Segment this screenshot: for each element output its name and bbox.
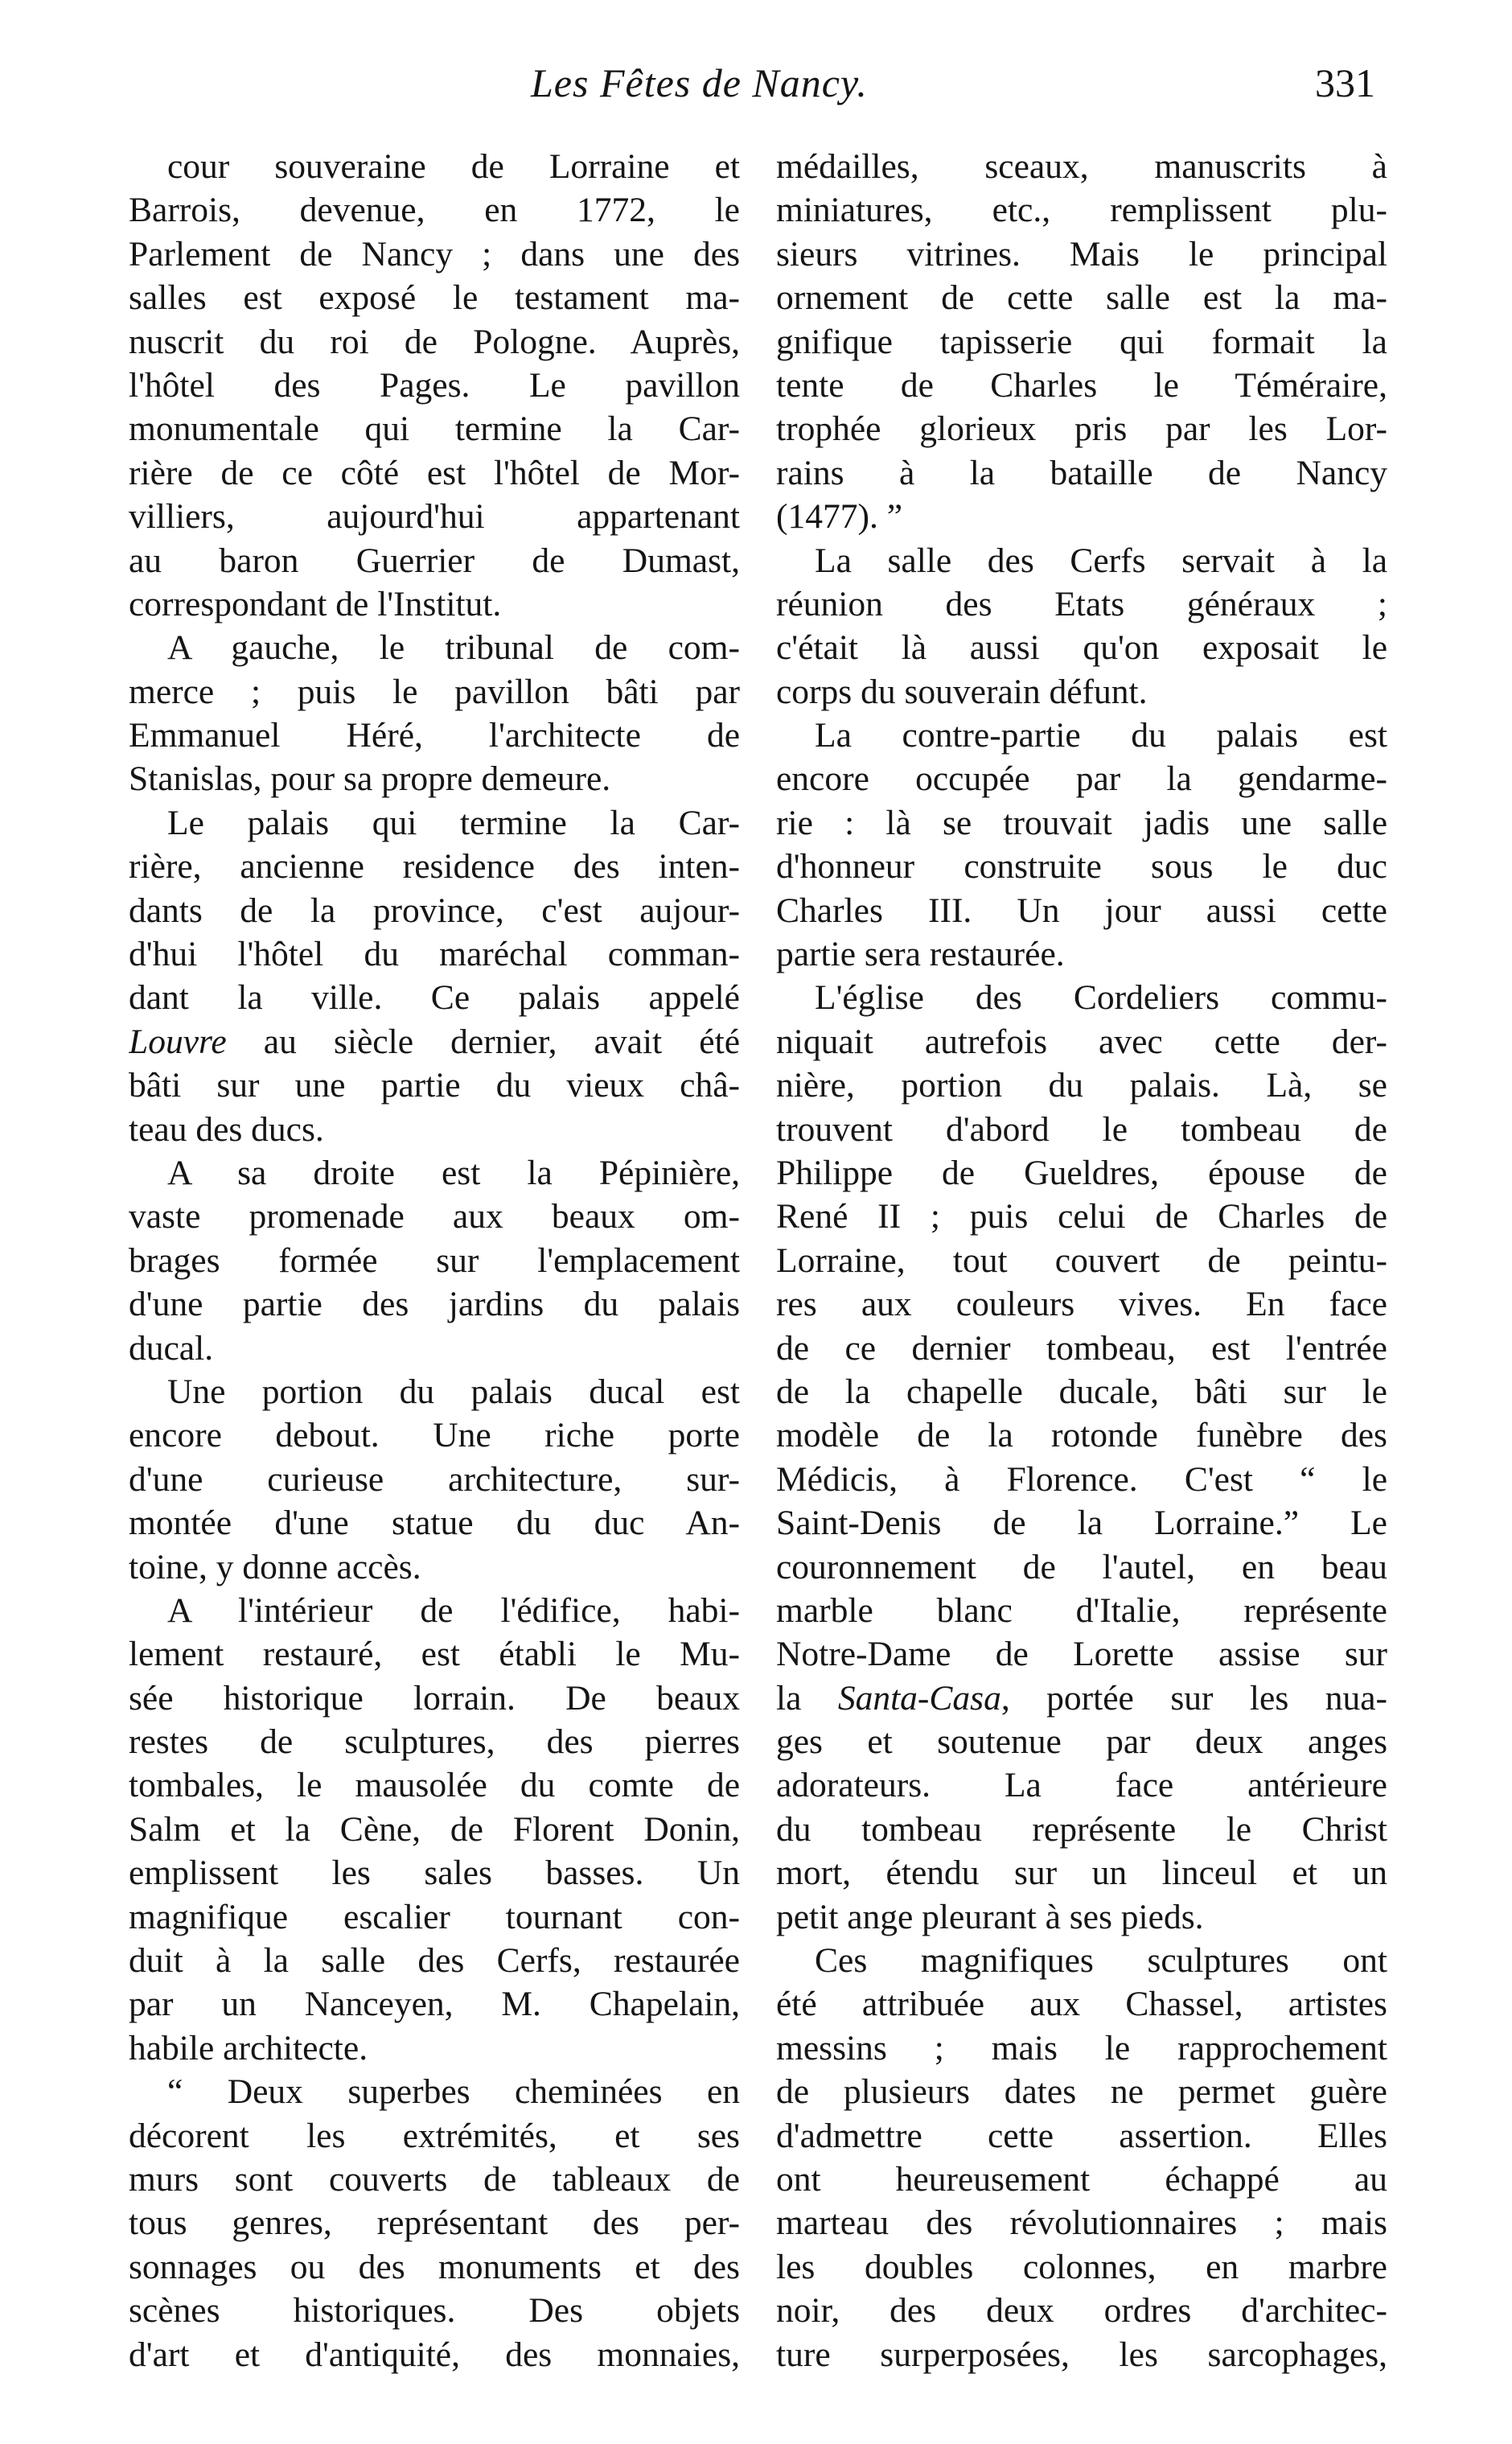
text-line: adorateurs. La face antérieure xyxy=(776,1766,1387,1805)
text-line: trophée glorieux pris par les Lor- xyxy=(776,409,1387,449)
text-line: d'admettre cette assertion. Elles xyxy=(776,2116,1387,2155)
text-line: ducal. xyxy=(129,1328,214,1368)
text-line: ont heureusement échappé au xyxy=(776,2159,1387,2199)
text-line: Notre-Dame de Lorette assise sur xyxy=(776,1635,1387,1674)
text-line: les doubles colonnes, en marbre xyxy=(776,2247,1387,2286)
text-line: ture surperposées, les sarcophages, xyxy=(776,2335,1387,2374)
text-line: Parlement de Nancy ; dans une des xyxy=(129,234,740,274)
text-line: salles est exposé le testament ma- xyxy=(129,278,740,318)
text-line: messins ; mais le rapprochement xyxy=(776,2028,1387,2068)
text-line: L'église des Cordeliers commu- xyxy=(815,978,1387,1018)
text-line: dant la ville. Ce palais appelé xyxy=(129,978,740,1018)
text-line: Le palais qui termine la Car- xyxy=(167,803,740,842)
text-line: brages formée sur l'emplacement xyxy=(129,1241,740,1280)
text-line: la Santa-Casa, portée sur les nua- xyxy=(776,1678,1387,1718)
text-line: Louvre au siècle dernier, avait été xyxy=(129,1022,740,1061)
text-line: d'une curieuse architecture, sur- xyxy=(129,1459,740,1499)
text-line: médailles, sceaux, manuscrits à xyxy=(776,147,1387,186)
paragraph xyxy=(776,714,1387,976)
text-line: corps du souverain défunt. xyxy=(776,672,1148,711)
text-line: ornement de cette salle est la ma- xyxy=(776,278,1387,318)
text-line: Barrois, devenue, en 1772, le xyxy=(129,191,740,230)
text-line: l'hôtel des Pages. Le pavillon xyxy=(129,365,740,405)
running-head-title: Les Fêtes de Nancy. xyxy=(531,60,868,105)
text-line: res aux couleurs vives. En face xyxy=(776,1285,1387,1324)
text-line: scènes historiques. Des objets xyxy=(129,2291,740,2331)
text-line: Stanislas, pour sa propre demeure. xyxy=(129,759,611,799)
text-line: teau des ducs. xyxy=(129,1109,324,1149)
text-line: montée d'une statue du duc An- xyxy=(129,1504,740,1543)
text-line: d'honneur construite sous le duc xyxy=(776,847,1387,887)
paragraph xyxy=(129,1589,740,2070)
text-column-left xyxy=(129,145,740,2397)
paragraph xyxy=(776,539,1387,714)
text-line: restes de sculptures, des pierres xyxy=(129,1722,740,1762)
text-line: Saint-Denis de la Lorraine.” Le xyxy=(776,1504,1387,1543)
text-line: Lorraine, tout couvert de peintu- xyxy=(776,1241,1387,1280)
text-line: A sa droite est la Pépinière, xyxy=(167,1153,740,1192)
text-line: encore occupée par la gendarme- xyxy=(776,759,1387,799)
paragraph xyxy=(129,1370,740,1589)
paragraph xyxy=(776,1939,1387,2376)
text-line: au baron Guerrier de Dumast, xyxy=(129,541,740,580)
text-line: été attribuée aux Chassel, artistes xyxy=(776,1985,1387,2024)
text-line: marble blanc d'Italie, représente xyxy=(776,1590,1387,1630)
text-line: La contre-partie du palais est xyxy=(815,716,1387,755)
text-line: d'art et d'antiquité, des monnaies, xyxy=(129,2335,740,2374)
text-column-right xyxy=(776,145,1387,2397)
text-line: miniatures, etc., remplissent plu- xyxy=(776,191,1387,230)
text-line: sée historique lorrain. De beaux xyxy=(129,1678,740,1718)
text-line: par un Nanceyen, M. Chapelain, xyxy=(129,1985,740,2024)
text-line: du tombeau représente le Christ xyxy=(776,1809,1387,1849)
text-line: habile architecte. xyxy=(129,2028,368,2068)
text-line: gnifique tapisserie qui formait la xyxy=(776,322,1387,361)
text-line: d'hui l'hôtel du maréchal comman- xyxy=(129,935,740,974)
text-line: rie : là se trouvait jadis une salle xyxy=(776,803,1387,842)
paragraph xyxy=(129,1151,740,1370)
text-line: emplissent les sales basses. Un xyxy=(129,1854,740,1893)
text-line: rière, ancienne residence des inten- xyxy=(129,847,740,887)
text-line: bâti sur une partie du vieux châ- xyxy=(129,1066,740,1105)
text-line: partie sera restaurée. xyxy=(776,935,1065,974)
paragraph xyxy=(776,145,1387,539)
text-line: rière de ce côté est l'hôtel de Mor- xyxy=(129,453,740,492)
text-line: de ce dernier tombeau, est l'entrée xyxy=(776,1328,1387,1368)
text-line: correspondant de l'Institut. xyxy=(129,584,502,623)
text-line: ges et soutenue par deux anges xyxy=(776,1722,1387,1762)
text-line: nière, portion du palais. Là, se xyxy=(776,1066,1387,1105)
paragraph xyxy=(129,801,740,1151)
text-line: “ Deux superbes cheminées en xyxy=(167,2072,740,2112)
text-line: Médicis, à Florence. C'est “ le xyxy=(776,1459,1387,1499)
text-line: La salle des Cerfs servait à la xyxy=(815,541,1387,580)
running-head xyxy=(121,60,1375,124)
text-line: merce ; puis le pavillon bâti par xyxy=(129,672,740,711)
text-line: Salm et la Cène, de Florent Donin, xyxy=(129,1809,740,1849)
text-line: (1477). ” xyxy=(776,497,903,537)
text-line: décorent les extrémités, et ses xyxy=(129,2116,740,2155)
text-line: vaste promenade aux beaux om- xyxy=(129,1197,740,1236)
text-line: monumentale qui termine la Car- xyxy=(129,409,740,449)
text-line: Philippe de Gueldres, épouse de xyxy=(776,1153,1387,1192)
text-line: René II ; puis celui de Charles de xyxy=(776,1197,1387,1236)
text-line: c'était là aussi qu'on exposait le xyxy=(776,628,1387,668)
text-line: lement restauré, est établi le Mu- xyxy=(129,1635,740,1674)
paragraph xyxy=(129,145,740,626)
text-line: rains à la bataille de Nancy xyxy=(776,453,1387,492)
text-line: A l'intérieur de l'édifice, habi- xyxy=(167,1590,740,1630)
text-line: tente de Charles le Téméraire, xyxy=(776,365,1387,405)
text-line: niquait autrefois avec cette der- xyxy=(776,1022,1387,1061)
text-line: duit à la salle des Cerfs, restaurée xyxy=(129,1941,740,1981)
text-line: tous genres, représentant des per- xyxy=(129,2203,740,2243)
text-line: Une portion du palais ducal est xyxy=(167,1372,740,1411)
paragraph xyxy=(776,976,1387,1939)
text-line: dants de la province, c'est aujour- xyxy=(129,891,740,930)
paragraph xyxy=(129,2070,740,2376)
text-line: nuscrit du roi de Pologne. Auprès, xyxy=(129,322,740,361)
text-line: A gauche, le tribunal de com- xyxy=(167,628,740,668)
text-line: murs sont couverts de tableaux de xyxy=(129,2159,740,2199)
text-line: sieurs vitrines. Mais le principal xyxy=(776,234,1387,274)
text-line: modèle de la rotonde funèbre des xyxy=(776,1416,1387,1455)
text-line: marteau des révolutionnaires ; mais xyxy=(776,2203,1387,2243)
page-number: 331 xyxy=(1315,60,1375,105)
text-line: petit ange pleurant à ses pieds. xyxy=(776,1897,1204,1936)
text-line: tombales, le mausolée du comte de xyxy=(129,1766,740,1805)
text-line: encore debout. Une riche porte xyxy=(129,1416,740,1455)
text-line: Emmanuel Héré, l'architecte de xyxy=(129,716,740,755)
text-line: de plusieurs dates ne permet guère xyxy=(776,2072,1387,2112)
text-line: Charles III. Un jour aussi cette xyxy=(776,891,1387,930)
text-line: trouvent d'abord le tombeau de xyxy=(776,1109,1387,1149)
paragraph xyxy=(129,626,740,801)
text-line: sonnages ou des monuments et des xyxy=(129,2247,740,2286)
text-line: toine, y donne accès. xyxy=(129,1547,421,1586)
text-line: noir, des deux ordres d'architec- xyxy=(776,2291,1387,2331)
text-line: réunion des Etats généraux ; xyxy=(776,584,1387,623)
text-line: couronnement de l'autel, en beau xyxy=(776,1547,1387,1586)
text-line: de la chapelle ducale, bâti sur le xyxy=(776,1372,1387,1411)
text-line: cour souveraine de Lorraine et xyxy=(167,147,740,186)
text-line: Ces magnifiques sculptures ont xyxy=(815,1941,1387,1981)
text-line: magnifique escalier tournant con- xyxy=(129,1897,740,1936)
text-line: villiers, aujourd'hui appartenant xyxy=(129,497,740,537)
text-line: mort, étendu sur un linceul et un xyxy=(776,1854,1387,1893)
text-line: d'une partie des jardins du palais xyxy=(129,1285,740,1324)
